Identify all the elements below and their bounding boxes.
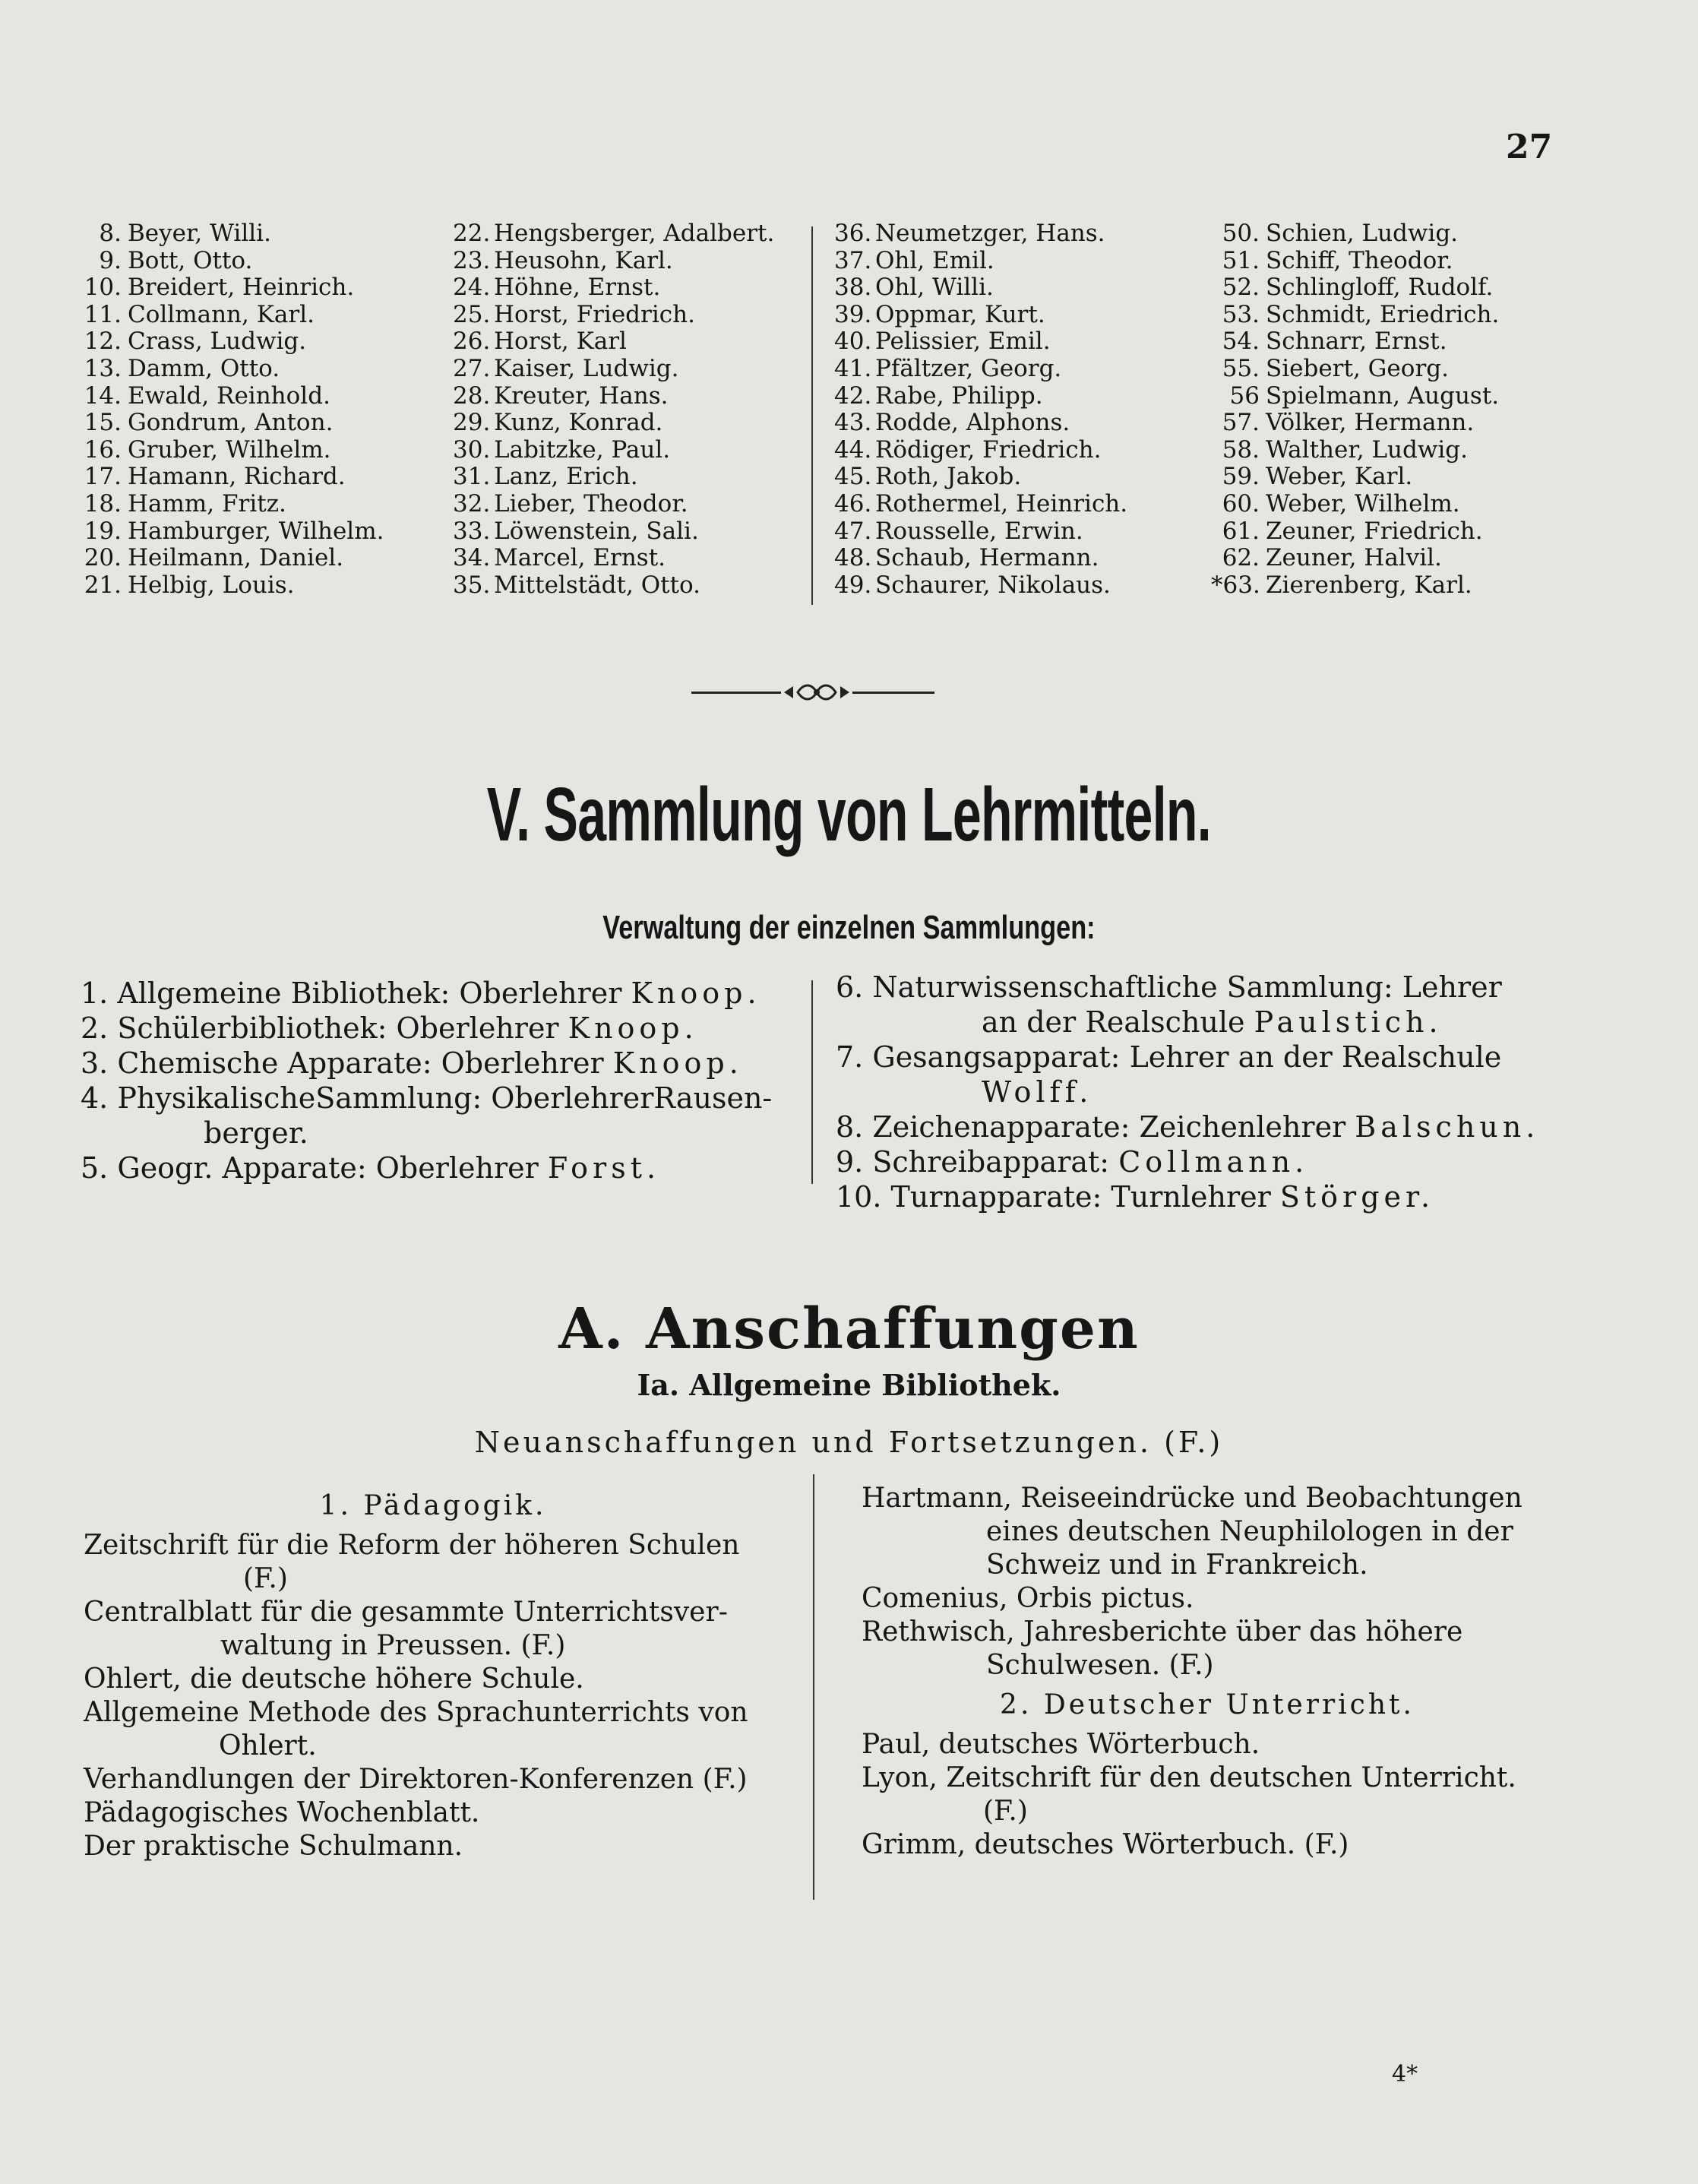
student-row: 53. Schmidt, Eriedrich.: [1222, 300, 1500, 328]
student-row: 60. Weber, Wilhelm.: [1222, 489, 1460, 518]
student-row: 50. Schien, Ludwig.: [1222, 220, 1459, 247]
column-divider: [811, 226, 813, 605]
student-row: 54. Schnarr, Ernst.: [1222, 328, 1447, 356]
book-entry: Ohlert.: [219, 1730, 317, 1761]
student-row: 46. Rothermel, Heinrich.: [834, 489, 1128, 518]
student-row: 21. Helbig, Louis.: [84, 571, 295, 599]
student-row: 33. Löwenstein, Sali.: [453, 517, 699, 545]
admin-item: 3. Chemische Apparate: Oberlehrer Knoop.: [81, 1046, 743, 1080]
books-left-column: [84, 1489, 783, 1863]
book-entry: Grimm, deutsches Wörterbuch. (F.): [862, 1829, 1349, 1860]
book-entry: Hartmann, Reiseeindrücke und Beobachtungen: [862, 1483, 1523, 1514]
student-row: 45. Roth, Jakob.: [834, 463, 1022, 491]
acquisitions-kind: Neuanschaffungen und Fortsetzungen. (F.): [474, 1426, 1224, 1459]
page-number: 27: [1506, 128, 1553, 166]
student-row: 28. Kreuter, Hans.: [453, 381, 669, 410]
admin-item: Wolff.: [982, 1075, 1093, 1109]
books-right-column: [862, 1482, 1553, 1862]
student-row: 14. Ewald, Reinhold.: [84, 381, 330, 410]
student-row: 47. Rousselle, Erwin.: [834, 517, 1083, 545]
book-entry: Zeitschrift für die Reform der höheren Schulen: [84, 1530, 740, 1561]
column-divider: [813, 1474, 814, 1900]
category-heading: 2. Deutscher Unterricht.: [1000, 1689, 1415, 1720]
admin-item: 4. PhysikalischeSammlung: OberlehrerRausen-: [81, 1081, 773, 1115]
student-row: 8. Beyer, Willi.: [99, 220, 271, 247]
student-column-4: [1211, 220, 1499, 599]
book-entry: waltung in Preussen. (F.): [220, 1630, 566, 1661]
student-row: 51. Schiff, Theodor.: [1222, 246, 1453, 274]
student-row: 56 Spielmann, August.: [1229, 381, 1500, 410]
column-divider: [811, 980, 813, 1184]
student-row: 49. Schaurer, Nikolaus.: [834, 571, 1111, 599]
student-row: 27. Kaiser, Ludwig.: [453, 354, 679, 382]
student-row: 29. Kunz, Konrad.: [453, 409, 663, 437]
admin-item: 6. Naturwissenschaftliche Sammlung: Lehrer: [836, 970, 1502, 1004]
admin-item: berger.: [204, 1116, 308, 1150]
student-row: 41. Pfältzer, Georg.: [834, 354, 1062, 382]
admin-item: 7. Gesangsapparat: Lehrer an der Realschule: [836, 1040, 1502, 1074]
ornament-line-right: [852, 692, 934, 694]
student-row: 61. Zeuner, Friedrich.: [1222, 517, 1483, 545]
student-row: 23. Heusohn, Karl.: [453, 246, 673, 274]
student-row: 59. Weber, Karl.: [1222, 463, 1413, 491]
student-row: 9. Bott, Otto.: [99, 246, 253, 274]
student-row: 37. Ohl, Emil.: [834, 246, 994, 274]
student-row: 38. Ohl, Willi.: [834, 274, 994, 302]
student-column-2: [453, 220, 774, 599]
book-entry: Pädagogisches Wochenblatt.: [84, 1797, 480, 1828]
section-subtitle: Verwaltung der einzelnen Sammlungen:: [602, 909, 1096, 946]
book-entry: Verhandlungen der Direktoren-Konferenzen (F.): [84, 1764, 748, 1795]
book-entry: Comenius, Orbis pictus.: [862, 1583, 1194, 1614]
section-title: V. Sammlung von Lehrmitteln.: [486, 772, 1211, 857]
student-row: 30. Labitzke, Paul.: [453, 435, 671, 464]
admin-list-left: [81, 976, 772, 1185]
student-row: 26. Horst, Karl: [453, 328, 627, 356]
student-row: 42. Rabe, Philipp.: [834, 381, 1043, 410]
book-entry: Ohlert, die deutsche höhere Schule.: [84, 1663, 584, 1695]
student-row: 43. Rodde, Alphons.: [834, 409, 1070, 437]
student-row: 31. Lanz, Erich.: [453, 463, 638, 491]
book-entry: eines deutschen Neuphilologen in der: [986, 1516, 1513, 1547]
student-row: 57. Völker, Hermann.: [1222, 409, 1475, 437]
book-entry: (F.): [243, 1563, 288, 1594]
admin-item: 10. Turnapparate: Turnlehrer Störger.: [836, 1180, 1435, 1214]
student-row: 52. Schlingloff, Rudolf.: [1222, 274, 1494, 302]
book-entry: Lyon, Zeitschrift für den deutschen Unterricht.: [862, 1762, 1516, 1793]
book-entry: Rethwisch, Jahresberichte über das höhere: [862, 1616, 1463, 1647]
student-row: 15. Gondrum, Anton.: [84, 409, 334, 437]
book-entry: Allgemeine Methode des Sprachunterrichts von: [84, 1697, 748, 1728]
acquisitions-subtitle: Ia. Allgemeine Bibliothek.: [637, 1368, 1061, 1402]
student-row: 10. Breidert, Heinrich.: [84, 274, 355, 302]
student-row: 16. Gruber, Wilhelm.: [84, 435, 331, 464]
admin-item: 9. Schreibapparat: Collmann.: [836, 1145, 1309, 1179]
acquisitions-title: A. Anschaffungen: [558, 1296, 1140, 1362]
student-row: 25. Horst, Friedrich.: [453, 300, 695, 328]
admin-list-right: [836, 970, 1539, 1214]
ornament-line-left: [691, 692, 781, 694]
student-row: 12. Crass, Ludwig.: [84, 328, 307, 356]
book-entry: Paul, deutsches Wörterbuch.: [862, 1729, 1260, 1760]
student-row: 62. Zeuner, Halvil.: [1222, 544, 1442, 572]
student-column-1: [76, 220, 384, 599]
admin-item: an der Realschule Paulstich.: [982, 1005, 1443, 1039]
book-entry: Der praktische Schulmann.: [84, 1831, 463, 1862]
admin-item: 1. Allgemeine Bibliothek: Oberlehrer Knoop.: [81, 976, 761, 1010]
student-row: 44. Rödiger, Friedrich.: [834, 435, 1102, 464]
student-row: 32. Lieber, Theodor.: [453, 489, 688, 518]
student-row: 24. Höhne, Ernst.: [453, 274, 661, 302]
book-entry: (F.): [983, 1796, 1028, 1827]
student-row: 18. Hamm, Fritz.: [84, 489, 286, 518]
student-row: 20. Heilmann, Daniel.: [84, 544, 344, 572]
book-entry: Centralblatt für die gesammte Unterrichtsver-: [84, 1597, 728, 1628]
category-heading: 1. Pädagogik.: [319, 1490, 547, 1521]
book-entry: Schulwesen. (F.): [986, 1650, 1214, 1681]
student-column-3: [834, 220, 1127, 599]
student-row: 11. Collmann, Karl.: [84, 300, 315, 328]
student-row: 35. Mittelstädt, Otto.: [453, 571, 700, 599]
student-row: 36. Neumetzger, Hans.: [834, 220, 1105, 247]
student-row: 55. Siebert, Georg.: [1222, 354, 1449, 382]
student-row: 39. Oppmar, Kurt.: [834, 300, 1045, 328]
book-entry: Schweiz und in Frankreich.: [986, 1549, 1368, 1581]
student-row: 34. Marcel, Ernst.: [453, 544, 666, 572]
student-row: 19. Hamburger, Wilhelm.: [84, 517, 384, 545]
student-row: 22. Hengsberger, Adalbert.: [453, 220, 775, 247]
student-row: 17. Hamann, Richard.: [84, 463, 346, 491]
admin-item: 2. Schülerbibliothek: Oberlehrer Knoop.: [81, 1011, 698, 1045]
admin-item: 5. Geogr. Apparate: Oberlehrer Forst.: [81, 1151, 661, 1185]
student-row: 13. Damm, Otto.: [84, 354, 280, 382]
signature-mark: 4*: [1392, 2061, 1418, 2087]
admin-item: 8. Zeichenapparate: Zeichenlehrer Balschun.: [836, 1110, 1540, 1144]
ornament-icon: [783, 682, 851, 703]
student-row: 40. Pelissier, Emil.: [834, 328, 1051, 356]
student-row: 48. Schaub, Hermann.: [834, 544, 1099, 572]
student-row: 58. Walther, Ludwig.: [1222, 435, 1468, 464]
student-row: *63. Zierenberg, Karl.: [1211, 571, 1472, 599]
